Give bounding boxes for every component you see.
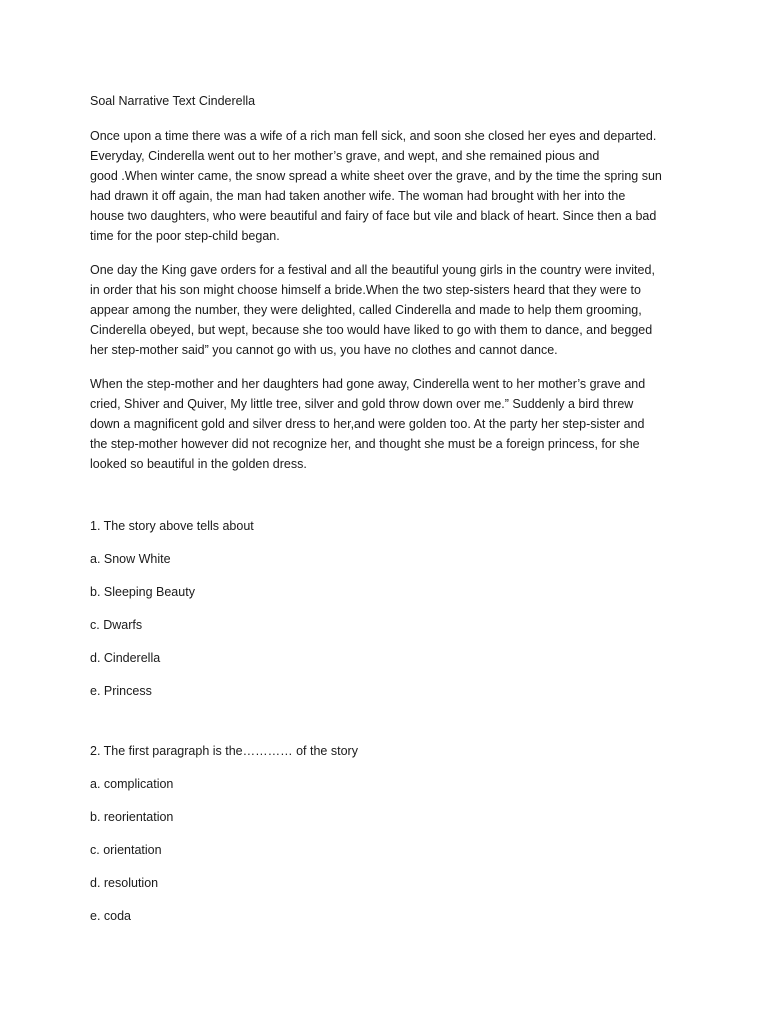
answer-option: e. coda <box>90 909 132 923</box>
paragraph-line: One day the King gave orders for a festival and all the beautiful young girls in the country were invited, <box>90 263 655 277</box>
paragraph-2 <box>90 260 680 360</box>
document-title: Soal Narrative Text Cinderella <box>90 94 256 108</box>
paragraph-line: her step-mother said” you cannot go with us, you have no clothes and cannot dance. <box>90 343 558 357</box>
paragraph-1 <box>90 126 680 246</box>
paragraph-line: the step-mother however did not recognize her, and thought she must be a foreign princess, for she <box>90 437 640 451</box>
paragraph-3 <box>90 374 680 474</box>
paragraph-line: Once upon a time there was a wife of a rich man fell sick, and soon she closed her eyes and departed. <box>90 129 657 143</box>
question-2 <box>90 741 680 926</box>
paragraph-line: looked so beautiful in the golden dress. <box>90 457 307 471</box>
answer-option: c. Dwarfs <box>90 618 143 632</box>
paragraph-line: When the step-mother and her daughters had gone away, Cinderella went to her mother’s grave and <box>90 377 646 391</box>
answer-option: d. resolution <box>90 876 159 890</box>
document-page <box>90 91 680 939</box>
paragraph-line: cried, Shiver and Quiver, My little tree, silver and gold throw down over me.” Suddenly a bird threw <box>90 397 634 411</box>
answer-option: a. complication <box>90 777 174 791</box>
answer-option: c. orientation <box>90 843 162 857</box>
answer-option: d. Cinderella <box>90 651 161 665</box>
paragraph-line: down a magnificent gold and silver dress to her,and were golden too. At the party her step-sister and <box>90 417 645 431</box>
answer-option: a. Snow White <box>90 552 171 566</box>
answer-option: b. reorientation <box>90 810 174 824</box>
question-1 <box>90 516 680 701</box>
paragraph-line: had drawn it off again, the man had taken another wife. The woman had brought with her into the <box>90 189 626 203</box>
question-text: 2. The first paragraph is the………… of the story <box>90 744 358 758</box>
question-text: 1. The story above tells about <box>90 519 254 533</box>
paragraph-line: good .When winter came, the snow spread a white sheet over the grave, and by the time the spring sun <box>90 169 662 183</box>
paragraph-line: appear among the number, they were delighted, called Cinderella and made to help them grooming, <box>90 303 642 317</box>
paragraph-line: Everyday, Cinderella went out to her mother’s grave, and wept, and she remained pious and <box>90 149 600 163</box>
paragraph-line: time for the poor step-child began. <box>90 229 280 243</box>
answer-option: b. Sleeping Beauty <box>90 585 195 599</box>
answer-option: e. Princess <box>90 684 152 698</box>
paragraph-line: Cinderella obeyed, but wept, because she too would have liked to go with them to dance, and begged <box>90 323 653 337</box>
paragraph-line: house two daughters, who were beautiful and fairy of face but vile and black of heart. Since then a bad <box>90 209 657 223</box>
paragraph-line: in order that his son might choose himself a bride.When the two step-sisters heard that they were to <box>90 283 641 297</box>
